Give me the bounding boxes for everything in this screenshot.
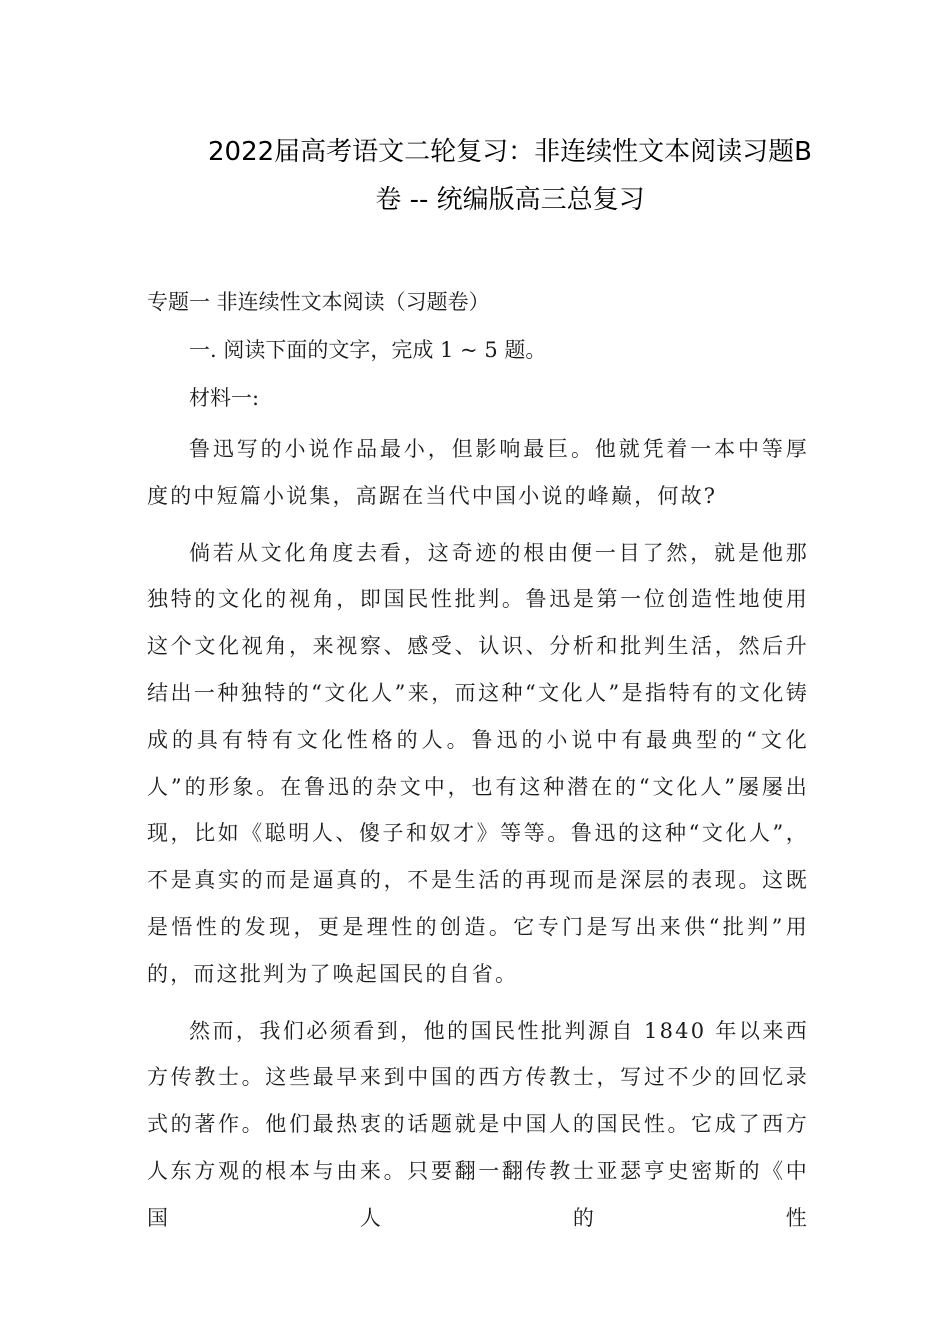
document-title <box>190 128 830 224</box>
paragraph-3: 然而，我们必须看到，他的国民性批判源自 1840 年以来西方传教士。这些最早来到中国的西方传教士，写过不少的回忆录式的著作。他们最热衷的话题就是中国人的国民性。它成了西方人东方观的根本与由来。只要翻一翻传教士亚瑟亨史密斯的《中国人的性 <box>147 1018 809 1230</box>
material-label: 材料一: <box>189 386 260 410</box>
section-heading: 专题一 非连续性文本阅读（习题卷） <box>147 290 490 314</box>
title-line-2: 卷 -- 统编版高三总复习 <box>375 185 645 215</box>
paragraph-2: 倘若从文化角度去看，这奇迹的根由便一目了然，就是他那独特的文化的视角，即国民性批判。鲁迅是第一位创造性地使用这个文化视角，来视察、感受、认识、分析和批判生活，然后升结出一种独特的“文化人”来，而这种“文化人”是指特有的文化铸成的具有特有文化性格的人。鲁迅的小说中有最典型的“文化人”的形象。在鲁迅的杂文中，也有这种潜在的“文化人”屡屡出现，比如《聪明人、傻子和奴才》等等。鲁迅的这种“文化人”，不是真实的而是逼真的，不是生活的再现而是深层的表现。这既是悟性的发现，更是理性的创造。它专门是写出来供“批判”用的，而这批判为了唤起国民的自省。 <box>147 540 809 986</box>
question-intro: 一. 阅读下面的文字，完成 1 ~ 5 题。 <box>189 338 547 362</box>
document-body <box>147 282 809 1242</box>
paragraph-1: 鲁迅写的小说作品最小，但影响最巨。他就凭着一本中等厚度的中短篇小说集，高踞在当代中国小说的峰巅，何故? <box>147 437 809 508</box>
title-line-1: 2022届高考语文二轮复习：非连续性文本阅读习题B <box>207 137 812 167</box>
